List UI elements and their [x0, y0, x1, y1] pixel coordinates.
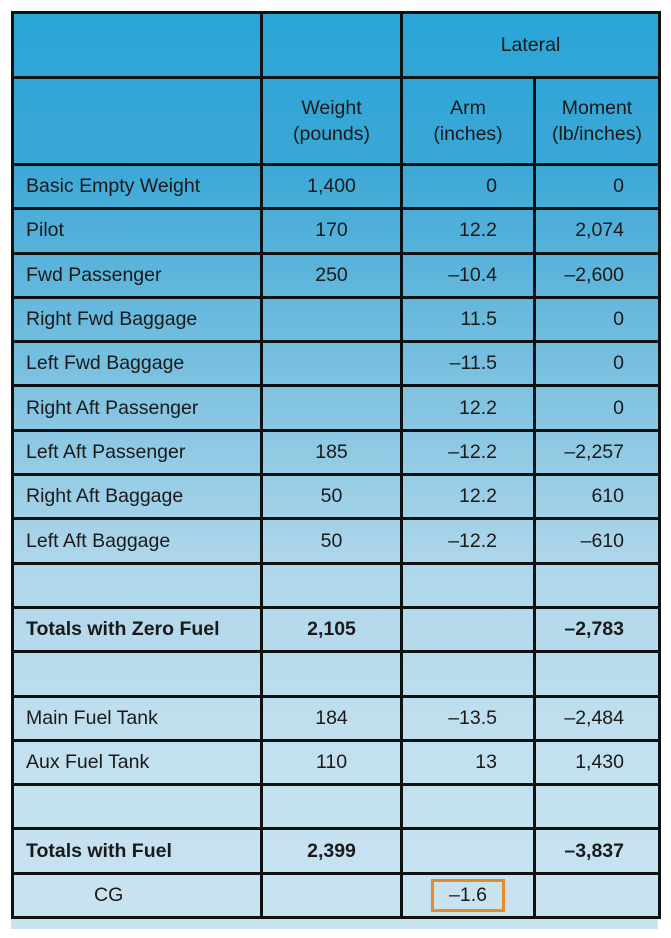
arm-column-header: [402, 78, 535, 165]
weight-cell: 184: [262, 696, 402, 740]
table-row: [13, 209, 660, 253]
cg-row: [13, 873, 660, 917]
arm-header-line-1: Arm: [450, 97, 486, 119]
arm-cell: 11.5: [402, 297, 535, 341]
weight-column-header: [262, 78, 402, 165]
weight-cell: 50: [262, 475, 402, 519]
totals-fuel-row: [13, 829, 660, 873]
empty-cell: [262, 563, 402, 607]
empty-cell: [262, 785, 402, 829]
weight-cell: 110: [262, 740, 402, 784]
moment-cell: –3,837: [535, 829, 660, 873]
weight-header-line-1: Weight: [301, 97, 362, 119]
arm-cell: –10.4: [402, 253, 535, 297]
empty-cell: [13, 785, 262, 829]
weight-cell: 185: [262, 430, 402, 474]
arm-cell: 12.2: [402, 386, 535, 430]
item-cell: Main Fuel Tank: [13, 696, 262, 740]
arm-cell: –12.2: [402, 519, 535, 563]
moment-cell: 0: [535, 342, 660, 386]
item-cell: Right Aft Passenger: [13, 386, 262, 430]
arm-cell: –12.2: [402, 430, 535, 474]
moment-header-line-1: Moment: [561, 97, 633, 119]
item-cell: Totals with Zero Fuel: [13, 607, 262, 651]
empty-cell: [402, 607, 535, 651]
item-cell: Fwd Passenger: [13, 253, 262, 297]
weight-header-line-2: (pounds): [293, 123, 370, 145]
table-row: [13, 519, 660, 563]
spacer-row: [13, 563, 660, 607]
empty-cell: [535, 785, 660, 829]
moment-cell: 2,074: [535, 209, 660, 253]
header-row-group: [13, 13, 660, 78]
arm-cell: 13: [402, 740, 535, 784]
moment-cell: –2,257: [535, 430, 660, 474]
item-cell: Left Aft Baggage: [13, 519, 262, 563]
item-cell: Right Fwd Baggage: [13, 297, 262, 341]
item-cell: Totals with Fuel: [13, 829, 262, 873]
moment-cell: –2,484: [535, 696, 660, 740]
table-row: [13, 696, 660, 740]
weight-balance-table-container: [11, 11, 658, 929]
lateral-group-header: Lateral: [402, 13, 660, 78]
moment-cell: 0: [535, 165, 660, 209]
empty-cell: [262, 873, 402, 917]
item-cell: Right Aft Baggage: [13, 475, 262, 519]
spacer-row: [13, 652, 660, 696]
cg-value-cell: [402, 873, 535, 917]
header-empty-cell: [262, 13, 402, 78]
moment-cell: 610: [535, 475, 660, 519]
weight-cell: 1,400: [262, 165, 402, 209]
weight-cell: 170: [262, 209, 402, 253]
item-cell: Aux Fuel Tank: [13, 740, 262, 784]
weight-cell: 250: [262, 253, 402, 297]
arm-cell: 12.2: [402, 475, 535, 519]
empty-cell: [535, 652, 660, 696]
weight-cell: 2,105: [262, 607, 402, 651]
lateral-weight-balance-table: [11, 11, 661, 919]
table-row: [13, 430, 660, 474]
item-cell: Basic Empty Weight: [13, 165, 262, 209]
moment-cell: –2,783: [535, 607, 660, 651]
item-cell: Left Fwd Baggage: [13, 342, 262, 386]
table-row: [13, 475, 660, 519]
moment-cell: –610: [535, 519, 660, 563]
arm-cell: –11.5: [402, 342, 535, 386]
header-empty-cell: [13, 13, 262, 78]
moment-header-line-2: (lb/inches): [552, 123, 642, 145]
weight-cell: [262, 342, 402, 386]
moment-column-header: [535, 78, 660, 165]
arm-cell: –13.5: [402, 696, 535, 740]
table-row: [13, 342, 660, 386]
table-row: [13, 165, 660, 209]
table-row: [13, 386, 660, 430]
cg-value-highlight: –1.6: [431, 879, 505, 912]
item-cell: Pilot: [13, 209, 262, 253]
weight-cell: [262, 386, 402, 430]
arm-header-line-2: (inches): [433, 123, 503, 145]
table-row: [13, 740, 660, 784]
header-row-columns: [13, 78, 660, 165]
arm-cell: 0: [402, 165, 535, 209]
item-cell: Left Aft Passenger: [13, 430, 262, 474]
weight-cell: [262, 297, 402, 341]
empty-cell: [13, 652, 262, 696]
empty-cell: [402, 563, 535, 607]
table-row: [13, 297, 660, 341]
table-row: [13, 253, 660, 297]
empty-cell: [402, 829, 535, 873]
cg-label: CG: [13, 873, 262, 917]
empty-cell: [262, 652, 402, 696]
empty-cell: [535, 873, 660, 917]
weight-cell: 2,399: [262, 829, 402, 873]
empty-cell: [402, 785, 535, 829]
header-empty-cell: [13, 78, 262, 165]
moment-cell: 0: [535, 297, 660, 341]
empty-cell: [402, 652, 535, 696]
moment-cell: 1,430: [535, 740, 660, 784]
arm-cell: 12.2: [402, 209, 535, 253]
totals-zero-fuel-row: [13, 607, 660, 651]
moment-cell: –2,600: [535, 253, 660, 297]
spacer-row: [13, 785, 660, 829]
empty-cell: [535, 563, 660, 607]
weight-cell: 50: [262, 519, 402, 563]
moment-cell: 0: [535, 386, 660, 430]
empty-cell: [13, 563, 262, 607]
